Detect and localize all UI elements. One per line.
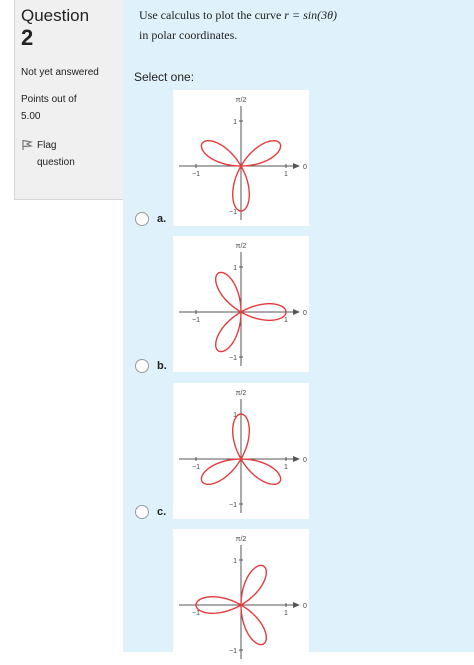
- question-info-panel: [14, 0, 131, 200]
- flag-question-label: Flag question: [37, 140, 75, 168]
- option-b-letter: b.: [157, 360, 167, 372]
- question-status: Not yet answered: [21, 67, 99, 78]
- label-one-x: 1: [284, 610, 288, 617]
- label-zero: 0: [303, 310, 307, 317]
- question-equation: r = sin(3θ): [284, 8, 337, 22]
- label-neg-one-y: −1: [229, 209, 237, 216]
- option-a-radio[interactable]: [135, 212, 149, 226]
- label-neg-one-y: −1: [229, 355, 237, 362]
- question-text-outro: in polar coordinates.: [139, 28, 238, 42]
- label-neg-one-y: −1: [229, 502, 237, 509]
- points-label: Points out of: [21, 94, 77, 105]
- option-b-radio[interactable]: [135, 359, 149, 373]
- x-axis-arrow: [293, 602, 300, 608]
- label-one-y: 1: [233, 412, 237, 419]
- option-b[interactable]: [135, 359, 167, 373]
- x-axis-arrow: [293, 309, 300, 315]
- select-one-prompt: Select one:: [134, 70, 195, 84]
- label-zero: 0: [303, 457, 307, 464]
- label-neg-one-x: −1: [192, 171, 200, 178]
- label-pi-over-2: π/2: [235, 243, 247, 250]
- label-one-x: 1: [284, 171, 288, 178]
- option-c-graph: [173, 383, 309, 519]
- option-b-polar-plot: [173, 236, 309, 372]
- label-neg-one-x: −1: [192, 317, 200, 324]
- question-content: [123, 0, 474, 655]
- x-axis-arrow: [293, 163, 300, 169]
- option-d-polar-plot: [173, 529, 309, 665]
- option-a-graph: [173, 90, 309, 226]
- question-label: Question: [21, 6, 90, 25]
- question-text-intro: Use calculus to plot the curve: [139, 8, 285, 22]
- option-c-radio[interactable]: [135, 505, 149, 519]
- question-number: 2: [21, 25, 34, 50]
- label-pi-over-2: π/2: [235, 97, 247, 104]
- label-one-y: 1: [233, 119, 237, 126]
- label-one-y: 1: [233, 265, 237, 272]
- label-one-y: 1: [233, 558, 237, 565]
- label-one-x: 1: [284, 317, 288, 324]
- option-b-graph: [173, 236, 309, 372]
- option-c-polar-plot: [173, 383, 309, 519]
- label-pi-over-2: π/2: [235, 536, 247, 543]
- label-neg-one-x: −1: [192, 464, 200, 471]
- label-zero: 0: [303, 603, 307, 610]
- option-a-letter: a.: [157, 213, 167, 225]
- label-neg-one-y: −1: [229, 648, 237, 655]
- question-text: [139, 5, 469, 45]
- label-zero: 0: [303, 164, 307, 171]
- flag-icon: [21, 139, 33, 151]
- option-d-graph: [173, 529, 309, 655]
- label-one-x: 1: [284, 464, 288, 471]
- option-c[interactable]: [135, 505, 166, 519]
- label-neg-one-x: −1: [192, 610, 200, 617]
- option-a-polar-plot: [173, 90, 309, 226]
- option-c-letter: c.: [157, 506, 167, 518]
- points-value: 5.00: [21, 111, 41, 122]
- x-axis-arrow: [293, 456, 300, 462]
- label-pi-over-2: π/2: [235, 390, 247, 397]
- option-a[interactable]: [135, 212, 166, 226]
- flag-question-link[interactable]: [21, 137, 124, 171]
